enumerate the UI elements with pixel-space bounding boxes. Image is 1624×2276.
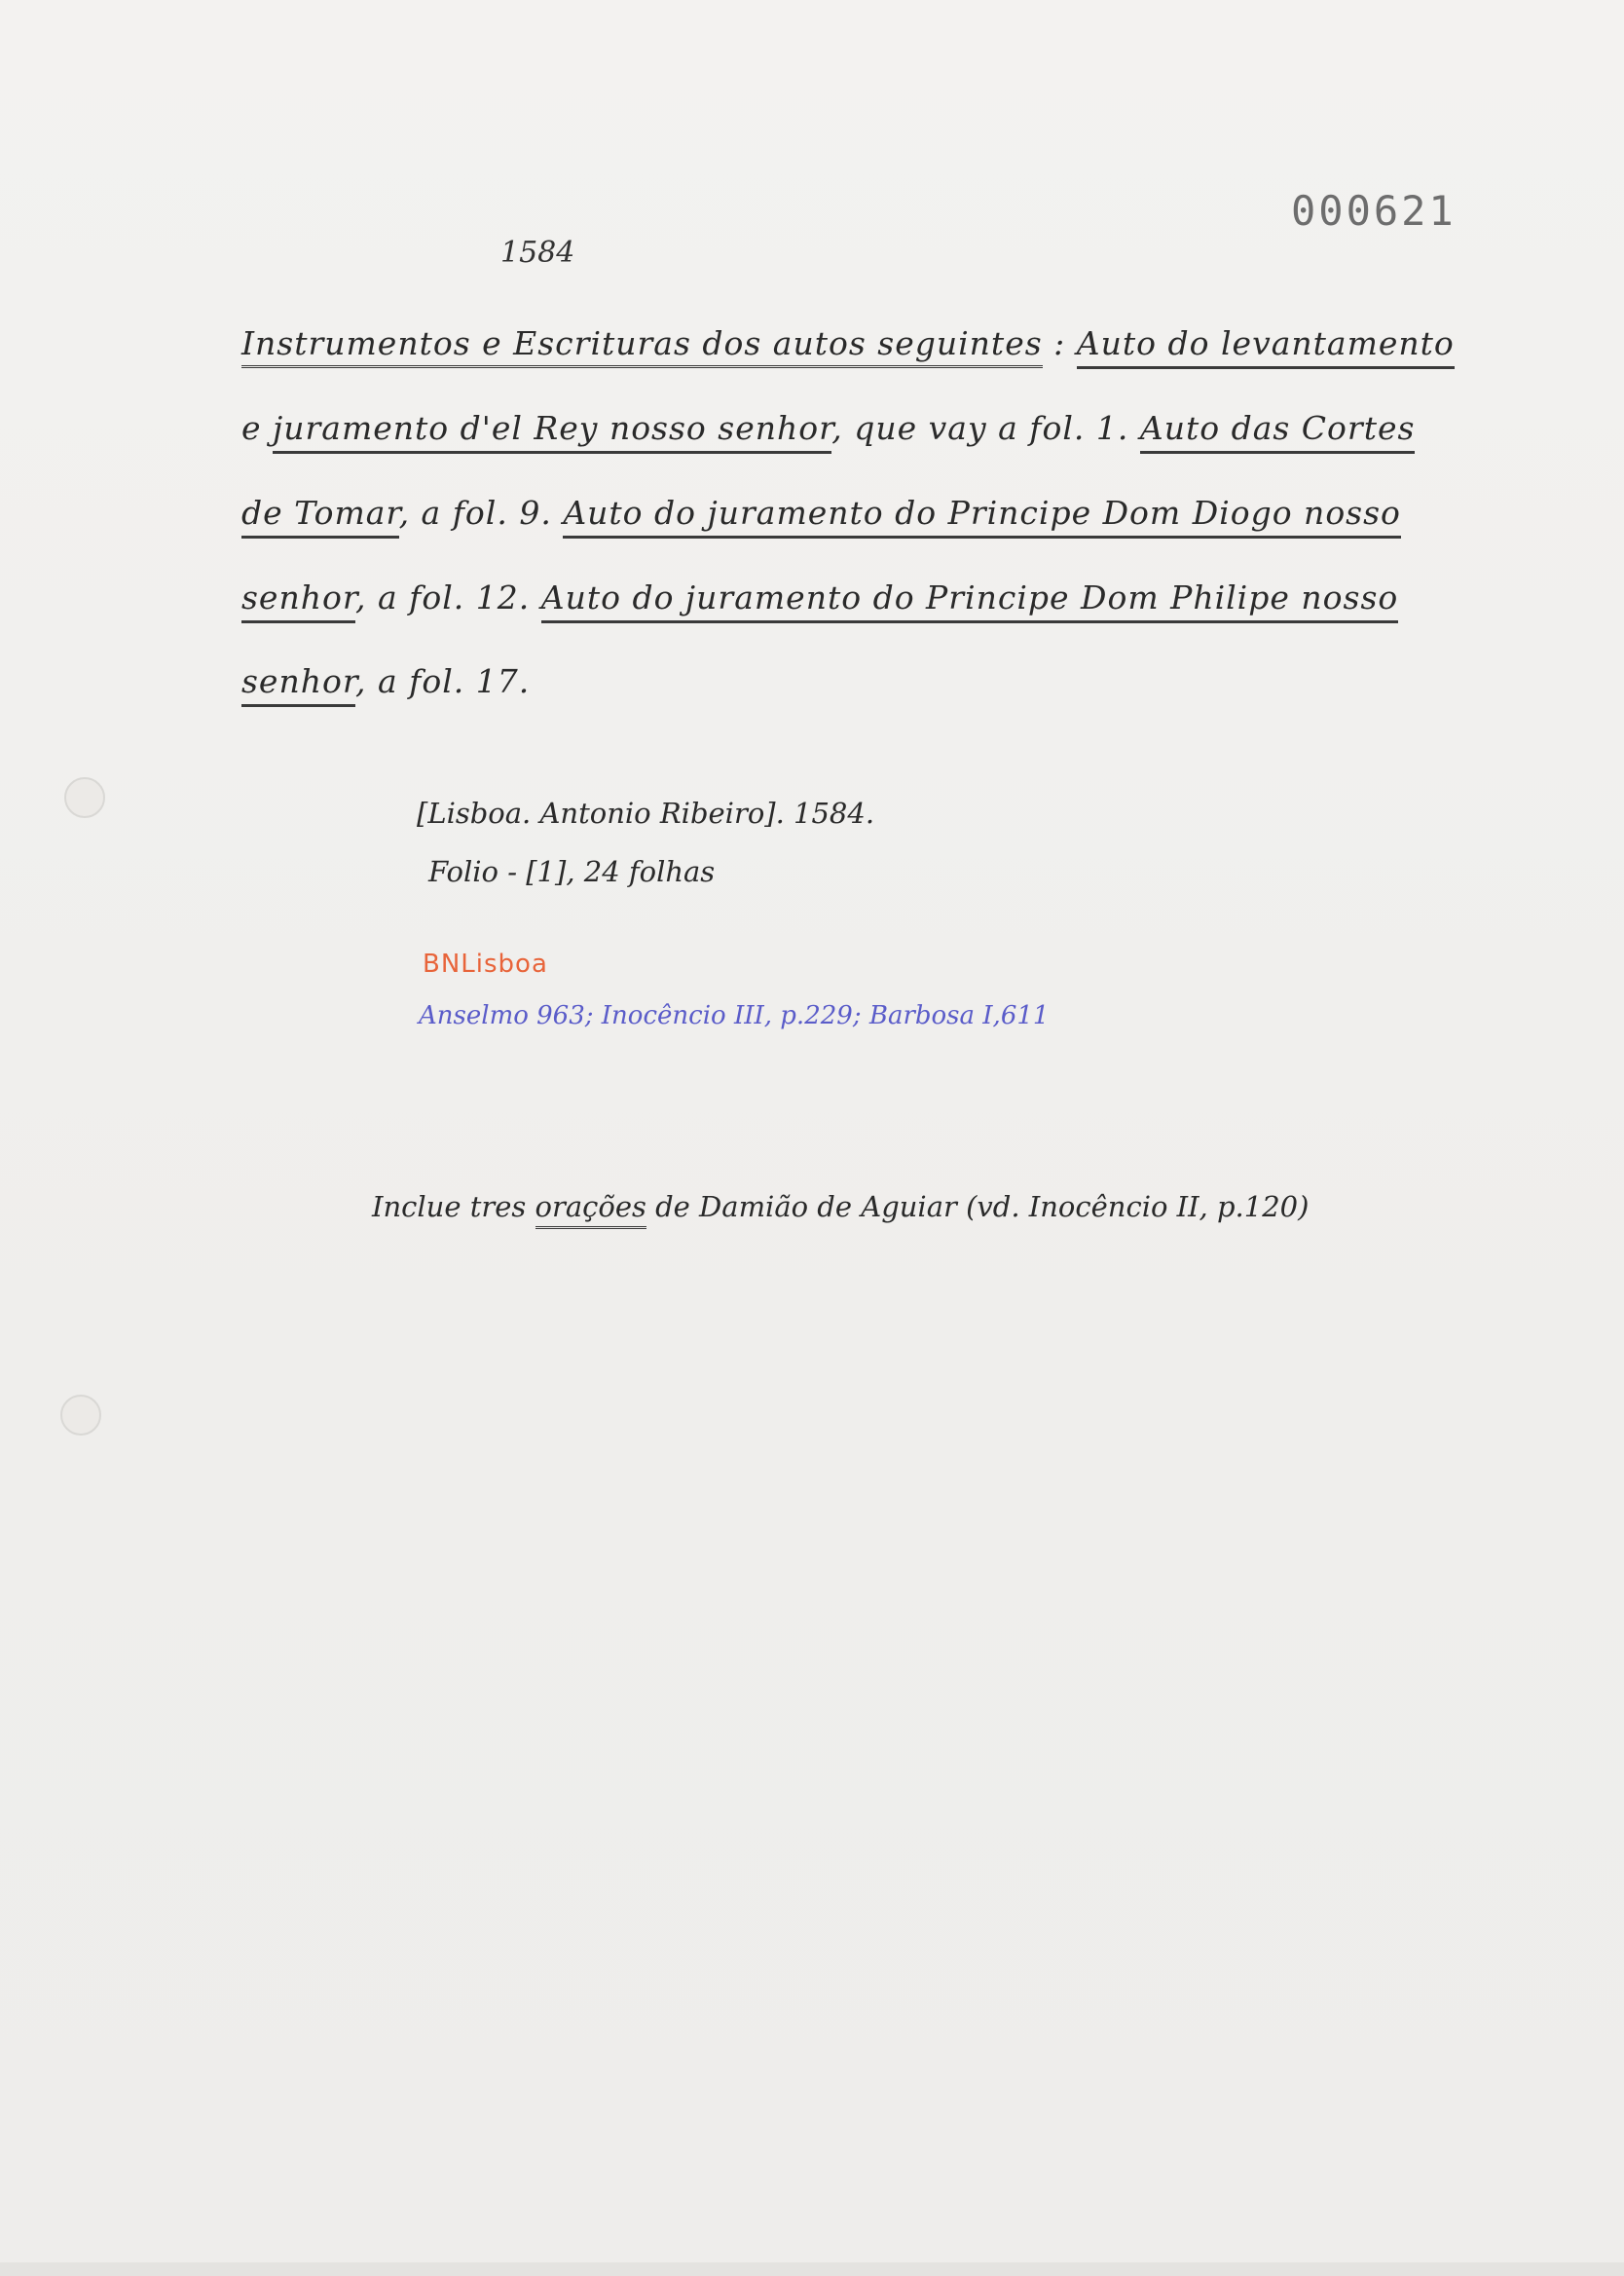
title-part: , que vay a fol. 1. xyxy=(831,409,1129,447)
stamp-number: 000621 xyxy=(1291,187,1457,235)
title-part: juramento d'el Rey nosso senhor xyxy=(273,409,831,454)
title-part: senhor xyxy=(241,662,355,707)
punch-hole xyxy=(64,777,105,818)
scan-edge xyxy=(0,2262,1624,2276)
title-part: , a fol. 12. xyxy=(355,578,531,616)
title-part: Auto do juramento do Principe Dom Philipe nosso xyxy=(541,578,1399,623)
contents-note xyxy=(372,1190,1309,1223)
title-part: Auto do levantamento xyxy=(1077,324,1455,369)
note-part: orações xyxy=(535,1190,646,1229)
note-part: Inclue tres xyxy=(372,1190,527,1223)
title-part: , a fol. 9. xyxy=(398,494,552,532)
title-line-1 xyxy=(241,324,1455,362)
title-part: senhor xyxy=(241,578,355,623)
title-line-2 xyxy=(241,409,1415,447)
title-part: Auto do juramento do Principe Dom Diogo nosso xyxy=(563,494,1401,539)
format-extent: Folio - [1], 24 folhas xyxy=(428,855,716,888)
title-line-3 xyxy=(241,494,1401,532)
title-part: e xyxy=(241,409,262,447)
title-part: Auto das Cortes xyxy=(1140,409,1416,454)
title-part: Instrumentos e Escrituras dos autos seguintes xyxy=(241,324,1043,368)
title-part: de Tomar xyxy=(241,494,399,539)
title-line-4 xyxy=(241,578,1398,616)
note-part: de Damião de Aguiar (vd. Inocêncio II, p.120) xyxy=(655,1190,1310,1223)
punch-hole xyxy=(60,1395,101,1436)
imprint: [Lisboa. Antonio Ribeiro]. 1584. xyxy=(417,797,875,830)
year-heading: 1584 xyxy=(500,236,575,270)
title-part: : xyxy=(1053,324,1066,362)
title-line-5 xyxy=(241,662,530,700)
title-part: , a fol. 17. xyxy=(355,662,531,700)
library-siglum: BNLisboa xyxy=(423,950,548,979)
bibliographic-references: Anselmo 963; Inocêncio III, p.229; Barbosa I,611 xyxy=(419,1001,1050,1030)
